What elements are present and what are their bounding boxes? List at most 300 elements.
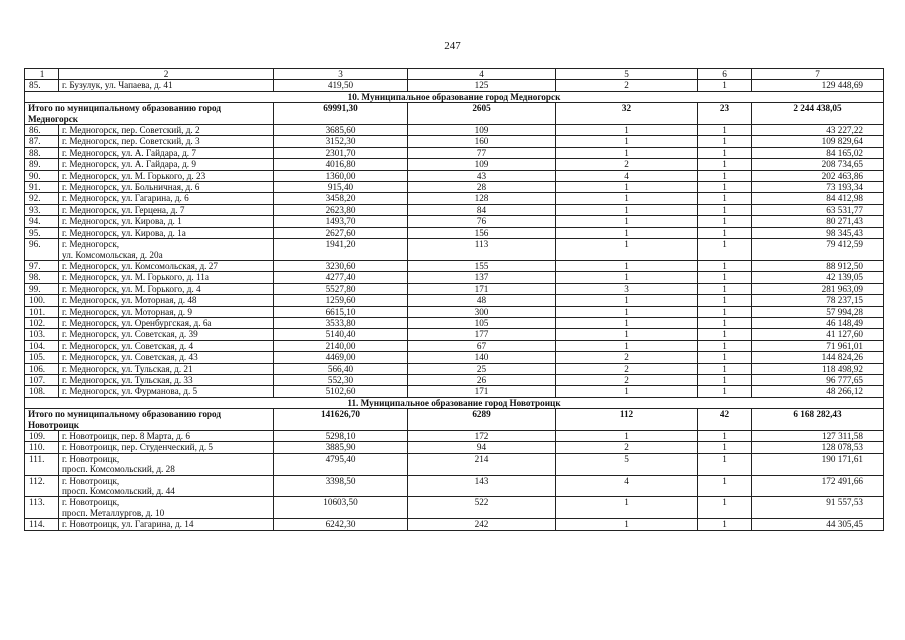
column-number: 5 [556, 69, 698, 80]
address-cell [59, 340, 274, 351]
address-line: г. Новотроицк, пер. Студенческий, д. 5 [62, 442, 214, 453]
table-row [25, 431, 884, 442]
address-line: г. Медногорск, ул. А. Гайдара, д. 9 [62, 159, 196, 170]
table-row [25, 239, 884, 261]
area-cell: 6615,10 [274, 306, 408, 317]
row-number: 101. [25, 306, 59, 317]
column-number: 7 [752, 69, 884, 80]
page-number: 247 [444, 40, 461, 52]
address-cell [59, 475, 274, 497]
count-cell: 84 [408, 204, 556, 215]
count-cell: 1 [698, 295, 752, 306]
table-row [25, 340, 884, 351]
area-cell: 2140,00 [274, 340, 408, 351]
count-cell: 1 [556, 497, 698, 519]
address-line: г. Медногорск, ул. Моторная, д. 9 [62, 306, 192, 317]
address-line: г. Новотроицк, ул. Гагарина, д. 14 [62, 519, 194, 530]
address-line: г. Медногорск, ул. Больничная, д. 6 [62, 182, 200, 193]
area-cell: 1493,70 [274, 216, 408, 227]
count-cell: 43 [408, 170, 556, 181]
count-cell: 26 [408, 374, 556, 385]
row-number: 112. [25, 475, 59, 497]
count-cell: 6289 [408, 409, 556, 431]
address-line: г. Новотроицк, [62, 475, 120, 486]
amount-cell: 6 168 282,43 [752, 409, 884, 431]
address-cell [59, 306, 274, 317]
address-line: г. Медногорск, пер. Советский, д. 3 [62, 136, 200, 147]
address-cell [59, 453, 274, 475]
address-cell [59, 431, 274, 442]
table-row [25, 329, 884, 340]
total-row [25, 103, 884, 125]
area-cell: 141626,70 [274, 409, 408, 431]
count-cell: 1 [698, 80, 752, 91]
count-cell: 77 [408, 147, 556, 158]
count-cell: 76 [408, 216, 556, 227]
address-cell [59, 136, 274, 147]
area-cell: 4469,00 [274, 352, 408, 363]
address-line: г. Медногорск, ул. Гагарина, д. 6 [62, 193, 189, 204]
count-cell: 112 [556, 409, 698, 431]
row-number: 105. [25, 352, 59, 363]
total-row [25, 409, 884, 431]
count-cell: 1 [698, 136, 752, 147]
address-line: просп. Металлургов, д. 10 [62, 507, 165, 518]
count-cell: 48 [408, 295, 556, 306]
address-cell [59, 260, 274, 271]
count-cell: 2 [556, 80, 698, 91]
address-cell [59, 329, 274, 340]
address-line: г. Медногорск, ул. Герцена, д. 7 [62, 204, 185, 215]
amount-cell: 96 777,65 [752, 374, 884, 385]
amount-cell: 84 412,98 [752, 193, 884, 204]
row-number: 97. [25, 260, 59, 271]
count-cell: 4 [556, 170, 698, 181]
row-number: 86. [25, 125, 59, 136]
row-number: 92. [25, 193, 59, 204]
count-cell: 1 [556, 306, 698, 317]
table-row [25, 442, 884, 453]
address-cell [59, 170, 274, 181]
address-cell [59, 283, 274, 294]
count-cell: 2 [556, 159, 698, 170]
amount-cell: 78 237,15 [752, 295, 884, 306]
address-line: г. Медногорск, ул. М. Горького, д. 11а [62, 272, 209, 283]
section-title: 10. Муниципальное образование город Медногорск [25, 91, 884, 102]
count-cell: 25 [408, 363, 556, 374]
address-cell [59, 352, 274, 363]
table-row [25, 272, 884, 283]
area-cell: 69991,30 [274, 103, 408, 125]
area-cell: 3533,80 [274, 317, 408, 328]
address-cell [59, 386, 274, 397]
housing-register-table [24, 68, 884, 531]
row-number: 96. [25, 239, 59, 261]
address-line: г. Медногорск, ул. Кирова, д. 1а [62, 227, 186, 238]
row-number: 94. [25, 216, 59, 227]
area-cell: 2623,80 [274, 204, 408, 215]
address-line: г. Медногорск, ул. Советская, д. 4 [62, 340, 194, 351]
address-cell [59, 497, 274, 519]
table-row [25, 475, 884, 497]
count-cell: 1 [698, 227, 752, 238]
count-cell: 1 [698, 306, 752, 317]
count-cell: 137 [408, 272, 556, 283]
section-header-row [25, 91, 884, 102]
area-cell: 5102,60 [274, 386, 408, 397]
table-row [25, 125, 884, 136]
amount-cell: 84 165,02 [752, 147, 884, 158]
count-cell: 28 [408, 182, 556, 193]
count-cell: 5 [556, 453, 698, 475]
count-cell: 23 [698, 103, 752, 125]
count-cell: 1 [698, 272, 752, 283]
area-cell: 1360,00 [274, 170, 408, 181]
table-row [25, 363, 884, 374]
address-cell [59, 295, 274, 306]
count-cell: 1 [698, 283, 752, 294]
table-row [25, 80, 884, 91]
table-row [25, 170, 884, 181]
count-cell: 1 [698, 147, 752, 158]
count-cell: 242 [408, 519, 556, 530]
row-number: 90. [25, 170, 59, 181]
count-cell: 2 [556, 374, 698, 385]
amount-cell: 91 557,53 [752, 497, 884, 519]
amount-cell: 202 463,86 [752, 170, 884, 181]
count-cell: 42 [698, 409, 752, 431]
amount-cell: 109 829,64 [752, 136, 884, 147]
count-cell: 94 [408, 442, 556, 453]
table-row [25, 453, 884, 475]
column-number: 1 [25, 69, 59, 80]
section-header-row [25, 397, 884, 408]
address-line: г. Новотроицк, пер. 8 Марта, д. 6 [62, 431, 190, 441]
address-line: г. Медногорск, [62, 239, 120, 250]
count-cell: 143 [408, 475, 556, 497]
address-cell [59, 239, 274, 261]
table-row [25, 136, 884, 147]
address-cell [59, 80, 274, 91]
address-line: г. Медногорск, ул. М. Горького, д. 4 [62, 283, 201, 294]
area-cell: 3398,50 [274, 475, 408, 497]
count-cell: 1 [556, 295, 698, 306]
address-line: г. Медногорск, ул. Кирова, д. 1 [62, 216, 182, 227]
count-cell: 1 [556, 317, 698, 328]
row-number: 100. [25, 295, 59, 306]
address-line: просп. Комсомольский, д. 28 [62, 464, 175, 475]
row-number: 102. [25, 317, 59, 328]
count-cell: 105 [408, 317, 556, 328]
area-cell: 2301,70 [274, 147, 408, 158]
address-cell [59, 193, 274, 204]
amount-cell: 43 227,22 [752, 125, 884, 136]
amount-cell: 88 912,50 [752, 260, 884, 271]
count-cell: 300 [408, 306, 556, 317]
table-row [25, 519, 884, 530]
count-cell: 1 [698, 386, 752, 397]
table-body [25, 69, 884, 531]
amount-cell: 2 244 438,05 [752, 103, 884, 125]
count-cell: 1 [698, 374, 752, 385]
address-line: г. Медногорск, ул. Комсомольская, д. 27 [62, 260, 218, 271]
row-number: 106. [25, 363, 59, 374]
count-cell: 1 [698, 352, 752, 363]
table-row [25, 159, 884, 170]
address-cell [59, 182, 274, 193]
row-number: 91. [25, 182, 59, 193]
count-cell: 1 [698, 475, 752, 497]
table-row [25, 317, 884, 328]
count-cell: 1 [556, 136, 698, 147]
address-line: г. Медногорск, ул. Оренбургская, д. 6а [62, 317, 212, 328]
count-cell: 1 [698, 239, 752, 261]
row-number: 109. [25, 431, 59, 442]
row-number: 93. [25, 204, 59, 215]
amount-cell: 98 345,43 [752, 227, 884, 238]
row-number: 98. [25, 272, 59, 283]
area-cell: 4277,40 [274, 272, 408, 283]
count-cell: 1 [698, 317, 752, 328]
count-cell: 1 [556, 260, 698, 271]
amount-cell: 73 193,34 [752, 182, 884, 193]
table-row [25, 306, 884, 317]
count-cell: 1 [698, 159, 752, 170]
count-cell: 3 [556, 283, 698, 294]
row-number: 88. [25, 147, 59, 158]
amount-cell: 127 311,58 [752, 431, 884, 442]
area-cell: 6242,30 [274, 519, 408, 530]
table-row [25, 386, 884, 397]
count-cell: 1 [556, 125, 698, 136]
count-cell: 1 [698, 329, 752, 340]
address-line: г. Медногорск, ул. А. Гайдара, д. 7 [62, 147, 196, 158]
count-cell: 1 [556, 386, 698, 397]
count-cell: 128 [408, 193, 556, 204]
count-cell: 113 [408, 239, 556, 261]
address-cell [59, 159, 274, 170]
count-cell: 109 [408, 159, 556, 170]
amount-cell: 46 148,49 [752, 317, 884, 328]
count-cell: 2605 [408, 103, 556, 125]
count-cell: 32 [556, 103, 698, 125]
table-row [25, 497, 884, 519]
count-cell: 140 [408, 352, 556, 363]
area-cell: 3685,60 [274, 125, 408, 136]
amount-cell: 44 305,45 [752, 519, 884, 530]
count-cell: 1 [556, 193, 698, 204]
area-cell: 10603,50 [274, 497, 408, 519]
table-row [25, 283, 884, 294]
count-cell: 171 [408, 283, 556, 294]
count-cell: 1 [698, 363, 752, 374]
total-label: Итого по муниципальному образованию город Новотроицк [25, 409, 274, 431]
amount-cell: 172 491,66 [752, 475, 884, 497]
table-row [25, 374, 884, 385]
amount-cell: 144 824,26 [752, 352, 884, 363]
amount-cell: 208 734,65 [752, 159, 884, 170]
count-cell: 1 [698, 453, 752, 475]
area-cell: 3230,60 [274, 260, 408, 271]
area-cell: 915,40 [274, 182, 408, 193]
area-cell: 4795,40 [274, 453, 408, 475]
count-cell: 1 [698, 519, 752, 530]
address-cell [59, 227, 274, 238]
address-cell [59, 125, 274, 136]
section-title: 11. Муниципальное образование город Новотроицк [25, 397, 884, 408]
count-cell: 1 [698, 125, 752, 136]
count-cell: 1 [698, 442, 752, 453]
count-cell: 156 [408, 227, 556, 238]
row-number: 95. [25, 227, 59, 238]
count-cell: 1 [556, 227, 698, 238]
row-number: 103. [25, 329, 59, 340]
address-line: просп. Комсомольский, д. 44 [62, 486, 175, 497]
area-cell: 5140,40 [274, 329, 408, 340]
column-number: 3 [274, 69, 408, 80]
count-cell: 1 [556, 147, 698, 158]
row-number: 113. [25, 497, 59, 519]
count-cell: 109 [408, 125, 556, 136]
area-cell: 1259,60 [274, 295, 408, 306]
count-cell: 1 [556, 216, 698, 227]
area-cell: 4016,80 [274, 159, 408, 170]
area-cell: 419,50 [274, 80, 408, 91]
address-cell [59, 374, 274, 385]
amount-cell: 281 963,09 [752, 283, 884, 294]
area-cell: 552,30 [274, 374, 408, 385]
row-number: 89. [25, 159, 59, 170]
count-cell: 522 [408, 497, 556, 519]
address-line: г. Медногорск, ул. Тульская, д. 33 [62, 374, 193, 385]
count-cell: 1 [698, 204, 752, 215]
count-cell: 155 [408, 260, 556, 271]
address-line: г. Медногорск, пер. Советский, д. 2 [62, 125, 200, 136]
table-row [25, 295, 884, 306]
count-cell: 1 [698, 340, 752, 351]
row-number: 111. [25, 453, 59, 475]
count-cell: 1 [698, 216, 752, 227]
address-cell [59, 317, 274, 328]
count-cell: 4 [556, 475, 698, 497]
row-number: 104. [25, 340, 59, 351]
count-cell: 2 [556, 352, 698, 363]
amount-cell: 42 139,05 [752, 272, 884, 283]
table-row [25, 227, 884, 238]
amount-cell: 118 498,92 [752, 363, 884, 374]
address-line: г. Медногорск, ул. Советская, д. 39 [62, 329, 198, 340]
address-line: г. Медногорск, ул. Советская, д. 43 [62, 352, 198, 363]
row-number: 87. [25, 136, 59, 147]
address-line: г. Медногорск, ул. М. Горького, д. 23 [62, 170, 206, 181]
table-row [25, 204, 884, 215]
amount-cell: 63 531,77 [752, 204, 884, 215]
count-cell: 171 [408, 386, 556, 397]
amount-cell: 80 271,43 [752, 216, 884, 227]
column-number: 4 [408, 69, 556, 80]
amount-cell: 128 078,53 [752, 442, 884, 453]
count-cell: 1 [556, 272, 698, 283]
count-cell: 67 [408, 340, 556, 351]
count-cell: 2 [556, 363, 698, 374]
count-cell: 2 [556, 442, 698, 453]
row-number: 85. [25, 80, 59, 91]
address-cell [59, 147, 274, 158]
row-number: 114. [25, 519, 59, 530]
address-cell [59, 204, 274, 215]
address-line: г. Медногорск, ул. Тульская, д. 21 [62, 363, 193, 374]
row-number: 99. [25, 283, 59, 294]
count-cell: 172 [408, 431, 556, 442]
amount-cell: 129 448,69 [752, 80, 884, 91]
address-line: г. Медногорск, ул. Фурманова, д. 5 [62, 386, 198, 397]
address-line: г. Новотроицк, [62, 453, 120, 464]
amount-cell: 190 171,61 [752, 453, 884, 475]
column-number: 6 [698, 69, 752, 80]
count-cell: 214 [408, 453, 556, 475]
address-cell [59, 216, 274, 227]
area-cell: 566,40 [274, 363, 408, 374]
count-cell: 1 [556, 239, 698, 261]
address-line: ул. Комсомольская, д. 20а [62, 249, 163, 260]
count-cell: 160 [408, 136, 556, 147]
address-line: г. Медногорск, ул. Моторная, д. 48 [62, 295, 197, 306]
address-line: г. Новотроицк, [62, 497, 120, 508]
table-row [25, 147, 884, 158]
area-cell: 5298,10 [274, 431, 408, 442]
table-row [25, 216, 884, 227]
count-cell: 1 [698, 497, 752, 519]
count-cell: 1 [556, 519, 698, 530]
row-number: 110. [25, 442, 59, 453]
count-cell: 1 [698, 170, 752, 181]
count-cell: 1 [556, 340, 698, 351]
amount-cell: 79 412,59 [752, 239, 884, 261]
amount-cell: 71 961,01 [752, 340, 884, 351]
address-cell [59, 272, 274, 283]
area-cell: 3152,30 [274, 136, 408, 147]
area-cell: 3458,20 [274, 193, 408, 204]
total-label: Итого по муниципальному образованию город Медногорск [25, 103, 274, 125]
column-number: 2 [59, 69, 274, 80]
column-number-row [25, 69, 884, 80]
count-cell: 1 [698, 431, 752, 442]
table-row [25, 182, 884, 193]
amount-cell: 48 266,12 [752, 386, 884, 397]
table-row [25, 193, 884, 204]
count-cell: 125 [408, 80, 556, 91]
area-cell: 5527,80 [274, 283, 408, 294]
area-cell: 2627,60 [274, 227, 408, 238]
address-cell [59, 442, 274, 453]
count-cell: 1 [556, 182, 698, 193]
amount-cell: 57 994,28 [752, 306, 884, 317]
area-cell: 1941,20 [274, 239, 408, 261]
count-cell: 1 [556, 431, 698, 442]
table-row [25, 352, 884, 363]
address-line: г. Бузулук, ул. Чапаева, д. 41 [62, 80, 173, 91]
row-number: 107. [25, 374, 59, 385]
count-cell: 1 [556, 329, 698, 340]
count-cell: 177 [408, 329, 556, 340]
table-row [25, 260, 884, 271]
count-cell: 1 [698, 182, 752, 193]
address-cell [59, 519, 274, 530]
count-cell: 1 [556, 204, 698, 215]
amount-cell: 41 127,60 [752, 329, 884, 340]
area-cell: 3885,90 [274, 442, 408, 453]
row-number: 108. [25, 386, 59, 397]
